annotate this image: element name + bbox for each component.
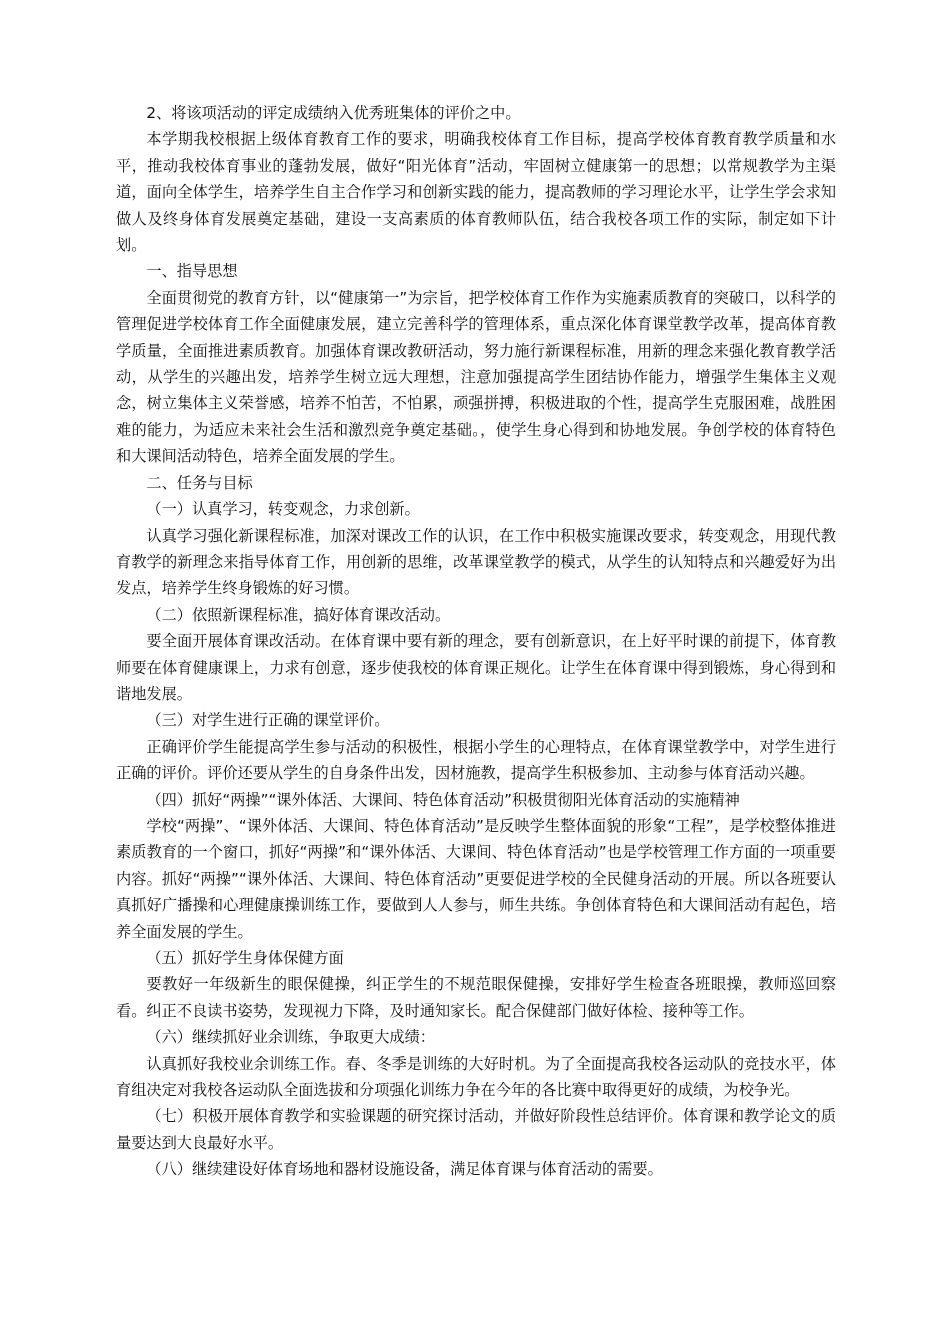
- paragraph: 正确评价学生能提高学生参与活动的积极性，根据小学生的心理特点，在体育课堂教学中，对学生进行正确的评价。评价还要从学生的自身条件出发，因材施教，提高学生积极参加、主动参与体育活动兴趣。: [116, 737, 836, 783]
- document-page: [116, 100, 836, 1183]
- paragraph: 要教好一年级新生的眼保健操，纠正学生的不规范眼保健操，安排好学生检查各班眼操，教师巡回察看。纠正不良读书姿势，发现视力下降，及时通知家长。配合保健部门做好体检、接种等工作。: [116, 975, 836, 1020]
- subsection-heading: （六）继续抓好业余训练，争取更大成绩：: [146, 1028, 435, 1047]
- section-heading: 一、指导思想: [146, 262, 238, 281]
- paragraph: 2、将该项活动的评定成绩纳入优秀班集体的评价之中。: [146, 104, 521, 122]
- section-heading: 二、任务与目标: [146, 473, 253, 492]
- subsection-heading: （四）抓好“两操”“课外体活、大课间、特色体育活动”积极贯彻阳光体育活动的实施精神: [146, 790, 740, 809]
- subsection-heading: （一）认真学习，转变观念，力求创新。: [146, 500, 420, 519]
- paragraph: 认真抓好我校业余训练工作。春、冬季是训练的大好时机。为了全面提高我校各运动队的竞技水平，体育组决定对我校各运动队全面选拔和分项强化训练力争在今年的各比赛中取得更好的成绩，为校争光。: [116, 1054, 836, 1100]
- paragraph: 本学期我校根据上级体育教育工作的要求，明确我校体育工作目标，提高学校体育教育教学质量和水平，推动我校体育事业的蓬勃发展，做好“阳光体育”活动，牢固树立健康第一的思想；以常规教学为主渠道，面向全体学生，培养学生自主合作学习和创新实践的能力，提高教师的学习理论水平，让学生学会求知做人及终身体育发展奠定基础，建设一支高素质的体育教师队伍，结合我校各项工作的实际，制定如下计划。: [116, 130, 836, 255]
- paragraph: 学校“两操”、“课外体活、大课间、特色体育活动”是反映学生整体面貌的形象“工程”，是学校整体推进素质教育的一个窗口，抓好“两操”和“课外体活、大课间、特色体育活动”也是学校管理工作方面的一项重要内容。抓好“两操”“课外体活、大课间、特色体育活动”更要促进学校的全民健身活动的开展。所以各班要认真抓好广播操和心理健康操训练工作，要做到人人参与，师生共练。争创体育特色和大课间活动有起色，培养全面发展的学生。: [116, 816, 836, 941]
- subsection-heading: （三）对学生进行正确的课堂评价。: [146, 711, 390, 730]
- paragraph: 要全面开展体育课改活动。在体育课中要有新的理念，要有创新意识，在上好平时课的前提下，体育教师要在体育健康课上，力求有创意，逐步使我校的体育课正规化。让学生在体育课中得到锻炼，身心得到和谐地发展。: [116, 632, 836, 703]
- paragraph: （八）继续建设好体育场地和器材设施设备，满足体育课与体育活动的需要。: [146, 1160, 663, 1179]
- paragraph: 认真学习强化新课程标准，加深对课改工作的认识，在工作中积极实施课改要求，转变观念，用现代教育教学的新理念来指导体育工作，用创新的思维，改革课堂教学的模式，从学生的认知特点和兴趣爱好为出发点，培养学生终身锻炼的好习惯。: [116, 526, 836, 598]
- subsection-heading: （二）依照新课程标准，搞好体育课改活动。: [146, 605, 451, 624]
- paragraph: （七）积极开展体育教学和实验课题的研究探讨活动，并做好阶段性总结评价。体育课和教学论文的质量要达到大良最好水平。: [116, 1107, 836, 1152]
- subsection-heading: （五）抓好学生身体保健方面: [146, 949, 344, 967]
- paragraph: 全面贯彻党的教育方针，以“健康第一”为宗旨，把学校体育工作作为实施素质教育的突破口，以科学的管理促进学校体育工作全面健康发展，建立完善科学的管理体系，重点深化体育课堂教学改革，提高体育教学质量，全面推进素质教育。加强体育课改教研活动，努力施行新课程标准，用新的理念来强化教育教学活动，从学生的兴趣出发，培养学生树立远大理想，注意加强提高学生团结协作能力，增强学生集体主义观念，树立集体主义荣誉感，培养不怕苦，不怕累，顽强拼搏，积极进取的个性，提高学生克服困难，战胜困难的能力，为适应未来社会生活和激烈竞争奠定基础。，使学生身心得到和协地发展。争创学校的体育特色和大课间活动特色，培养全面发展的学生。: [116, 288, 836, 466]
